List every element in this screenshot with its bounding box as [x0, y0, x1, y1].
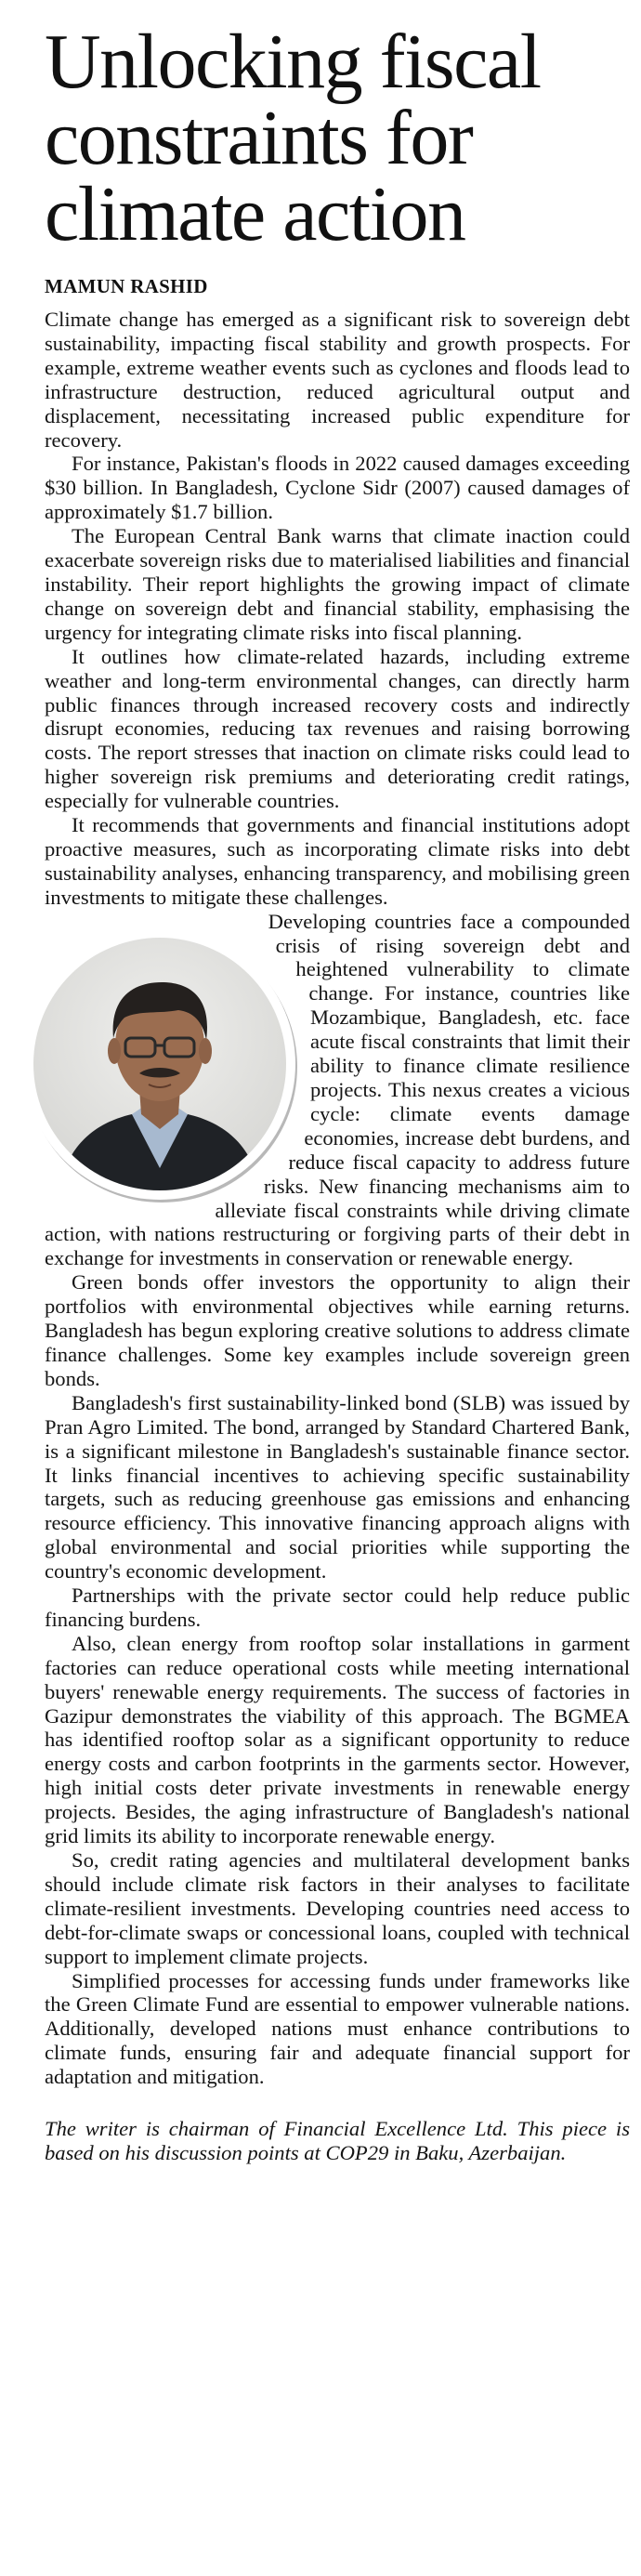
author-portrait: [20, 925, 299, 1203]
paragraph: Also, clean energy from rooftop solar installations in garment factories can reduce operational costs while meeting international buyers' renewable energy requirements. The success of factories in Gazipur demonstrates the viability of this approach. The BGMEA has identified rooftop solar as a significant opportunity to reduce energy costs and carbon footprints in the garments sector. However, high initial costs deter private investments in renewable energy projects. Besides, the aging infrastructure of Bangladesh's national grid limits its ability to incorporate renewable energy.: [45, 1631, 630, 1848]
paragraph: Climate change has emerged as a significant risk to sovereign debt sustainability, impacting fiscal stability and growth prospects. For example, extreme weather events such as cyclones and floods lead to infrastructure destruction, reduced agricultural output and displacement, necessitating increased public expenditure for recovery.: [45, 308, 630, 452]
paragraph: The European Central Bank warns that climate inaction could exacerbate sovereign risks due to materialised liabilities and financial instability. Their report highlights the growing impact of climate change on sovereign debt and financial stability, emphasising the urgency for integrating climate risks into fiscal planning.: [45, 524, 630, 644]
author-photo-image: [20, 925, 299, 1203]
paragraph: It outlines how climate-related hazards, including extreme weather and long-term environmental changes, can directly harm public finances through increased recovery costs and indirectly disrupt economies, reducing tax revenues and raising borrowing costs. The report stresses that inaction on climate risks could lead to higher sovereign risk premiums and deteriorating credit ratings, especially for vulnerable countries.: [45, 644, 630, 813]
paragraph: For instance, Pakistan's floods in 2022 caused damages exceeding $30 billion. In Bangladesh, Cyclone Sidr (2007) caused damages of approximately $1.7 billion.: [45, 452, 630, 524]
paragraph: Green bonds offer investors the opportunity to align their portfolios with environmental objectives while earning returns. Bangladesh has begun exploring creative solutions to address climate finance challenges. Some key examples include sovereign green bonds.: [45, 1270, 630, 1390]
paragraph: It recommends that governments and financial institutions adopt proactive measures, such as incorporating climate risks into debt sustainability analyses, enhancing transparency, and mobilising green investments to mitigate these challenges.: [45, 813, 630, 909]
article-body: [45, 308, 630, 2089]
author-note: [45, 2117, 630, 2165]
paragraph: So, credit rating agencies and multilateral development banks should include climate risk factors in their analyses to facilitate climate-resilient investments. Developing countries need access to debt-for-climate swaps or concessional loans, coupled with technical support to implement climate projects.: [45, 1848, 630, 1968]
headline-line-1: Unlocking fiscal: [45, 19, 541, 105]
paragraph: Simplified processes for accessing funds under frameworks like the Green Climate Fund are essential to empower vulnerable nations. Additionally, developed nations must enhance contributions to climate funds, ensuring fair and adequate financial support for adaptation and mitigation.: [45, 1968, 630, 2089]
headline-line-3: climate action: [45, 171, 465, 257]
paragraph: Partnerships with the private sector could help reduce public financing burdens.: [45, 1584, 630, 1631]
paragraph: Bangladesh's first sustainability-linked bond (SLB) was issued by Pran Agro Limited. The bond, arranged by Standard Chartered Bank, is a significant milestone in Bangladesh's sustainable finance sector. It links financial incentives to achieving specific sustainability targets, such as reducing greenhouse gas emissions and enhancing resource efficiency. This innovative financing approach aligns with global environmental and social priorities while supporting the country's economic development.: [45, 1390, 630, 1584]
paragraph-text: Developing countries face a compounded crisis of rising sovereign debt and heightened vulnerability to climate change. For instance, countries like Mozambique, Bangladesh, etc. face acute fiscal constraints that limit their ability to finance climate resilience projects. This nexus creates a vicious cycle: climate events damage economies, increase debt burdens, and reduce fiscal capacity to address future risks. New financing mechanisms aim to alleviate fiscal constraints while driving climate action, with nations restructuring or forgiving parts of their debt in exchange for investments in conservation or renewable energy.: [45, 909, 630, 1270]
headline: [45, 19, 630, 257]
paragraph-with-portrait: [45, 910, 630, 1271]
author-note-text: The writer is chairman of Financial Excellence Ltd. This piece is based on his discussion points at COP29 in Baku, Azerbaijan.: [45, 2117, 630, 2164]
headline-line-2: constraints for: [45, 95, 473, 181]
byline: MAMUN RASHID: [45, 275, 208, 297]
